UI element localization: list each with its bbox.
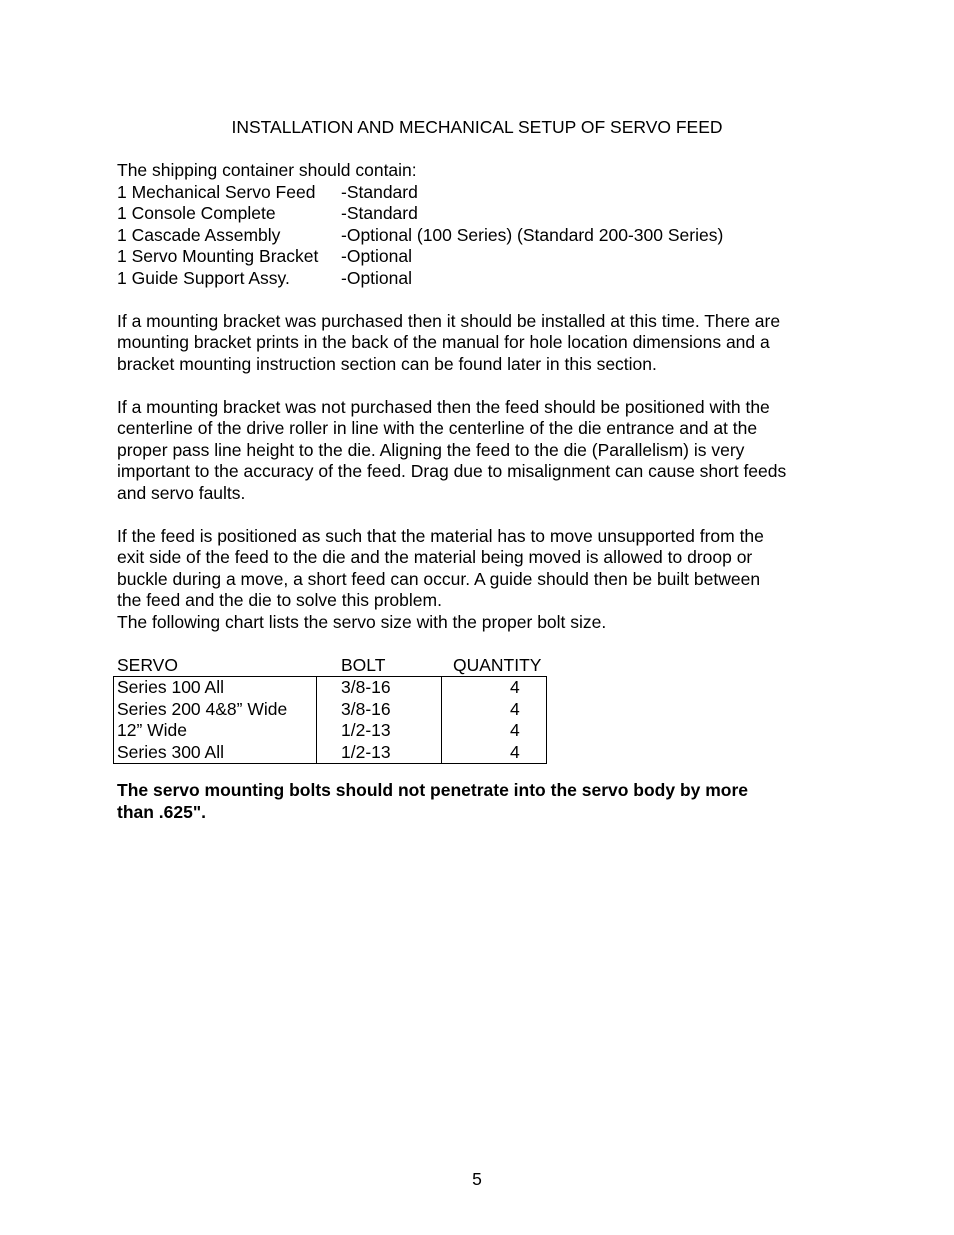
table-row bbox=[114, 742, 546, 764]
table-row bbox=[114, 720, 546, 742]
table-cell-servo: Series 100 All bbox=[117, 677, 225, 697]
contents-item-name: 1 Mechanical Servo Feed bbox=[117, 181, 316, 202]
table-cell-quantity: 4 bbox=[510, 741, 520, 762]
contents-list-item bbox=[117, 203, 857, 225]
paragraph-line: If the feed is positioned as such that the material has to move unsupported from the bbox=[117, 525, 764, 546]
contents-list bbox=[117, 182, 857, 290]
table-cell-bolt: 1/2-13 bbox=[341, 741, 391, 762]
paragraph-line: The following chart lists the servo size with the proper bolt size. bbox=[117, 611, 607, 632]
table-cell-servo: Series 300 All bbox=[117, 741, 225, 762]
paragraph-line: If a mounting bracket was purchased then it should be installed at this time. There are bbox=[117, 310, 781, 331]
table-cell-servo: Series 200 4&8” Wide bbox=[117, 698, 288, 719]
contents-item-name: 1 Guide Support Assy. bbox=[117, 267, 290, 288]
table-cell-quantity: 4 bbox=[510, 698, 520, 719]
table-cell-quantity: 4 bbox=[510, 720, 520, 740]
table-cell-quantity: 4 bbox=[510, 677, 520, 697]
table-cell-bolt: 3/8-16 bbox=[341, 698, 391, 719]
contents-item-status: -Optional (100 Series) (Standard 200-300 Series) bbox=[341, 224, 724, 245]
paragraph-line: centerline of the drive roller in line with the centerline of the die entrance and at the bbox=[117, 418, 758, 438]
contents-intro: The shipping container should contain: bbox=[117, 160, 417, 180]
contents-item-status: -Optional bbox=[341, 246, 413, 266]
note-line: The servo mounting bolts should not penetrate into the servo body by more bbox=[117, 780, 749, 800]
table-cell-bolt: 1/2-13 bbox=[341, 720, 391, 740]
paragraph-line: proper pass line height to the die. Aligning the feed to the die (Parallelism) is very bbox=[117, 439, 745, 460]
contents-item-status: -Standard bbox=[341, 181, 418, 202]
paragraph-alignment bbox=[117, 397, 857, 505]
paragraph-line: the feed and the die to solve this problem. bbox=[117, 590, 442, 610]
paragraph-line: If a mounting bracket was not purchased then the feed should be positioned with the bbox=[117, 396, 770, 417]
table-header-bolt: BOLT bbox=[341, 654, 386, 675]
page-title: INSTALLATION AND MECHANICAL SETUP OF SERVO FEED bbox=[231, 117, 723, 137]
paragraph-mounting-bracket bbox=[117, 311, 857, 376]
table-header-servo: SERVO bbox=[117, 654, 178, 675]
contents-item-name: 1 Cascade Assembly bbox=[117, 224, 281, 245]
paragraph-guide bbox=[117, 526, 857, 634]
table-header-quantity: QUANTITY bbox=[453, 654, 542, 675]
contents-item-name: 1 Console Complete bbox=[117, 203, 276, 223]
contents-item-name: 1 Servo Mounting Bracket bbox=[117, 246, 319, 266]
contents-list-item bbox=[117, 246, 857, 268]
paragraph-line: and servo faults. bbox=[117, 482, 246, 503]
paragraph-line: important to the accuracy of the feed. Drag due to misalignment can cause short feeds bbox=[117, 461, 787, 481]
table-row bbox=[114, 677, 546, 699]
contents-list-item bbox=[117, 268, 857, 290]
paragraph-line: bracket mounting instruction section can be found later in this section. bbox=[117, 353, 657, 374]
contents-item-status: -Optional bbox=[341, 267, 413, 288]
paragraph-line: mounting bracket prints in the back of the manual for hole location dimensions and a bbox=[117, 332, 770, 352]
bolt-warning-note bbox=[117, 780, 857, 823]
table-cell-servo: 12” Wide bbox=[117, 720, 188, 740]
table-cell-bolt: 3/8-16 bbox=[341, 677, 391, 697]
table-row bbox=[114, 699, 546, 721]
contents-item-status: -Standard bbox=[341, 203, 418, 223]
servo-bolt-table bbox=[113, 676, 547, 764]
note-line: than .625". bbox=[117, 801, 207, 822]
paragraph-line: buckle during a move, a short feed can occur. A guide should then be built between bbox=[117, 568, 761, 589]
contents-list-item bbox=[117, 225, 857, 247]
page-content bbox=[117, 160, 857, 823]
table-header bbox=[117, 655, 857, 677]
contents-list-item bbox=[117, 182, 857, 204]
page-number: 5 bbox=[472, 1169, 482, 1189]
paragraph-line: exit side of the feed to the die and the material being moved is allowed to droop or bbox=[117, 547, 753, 567]
